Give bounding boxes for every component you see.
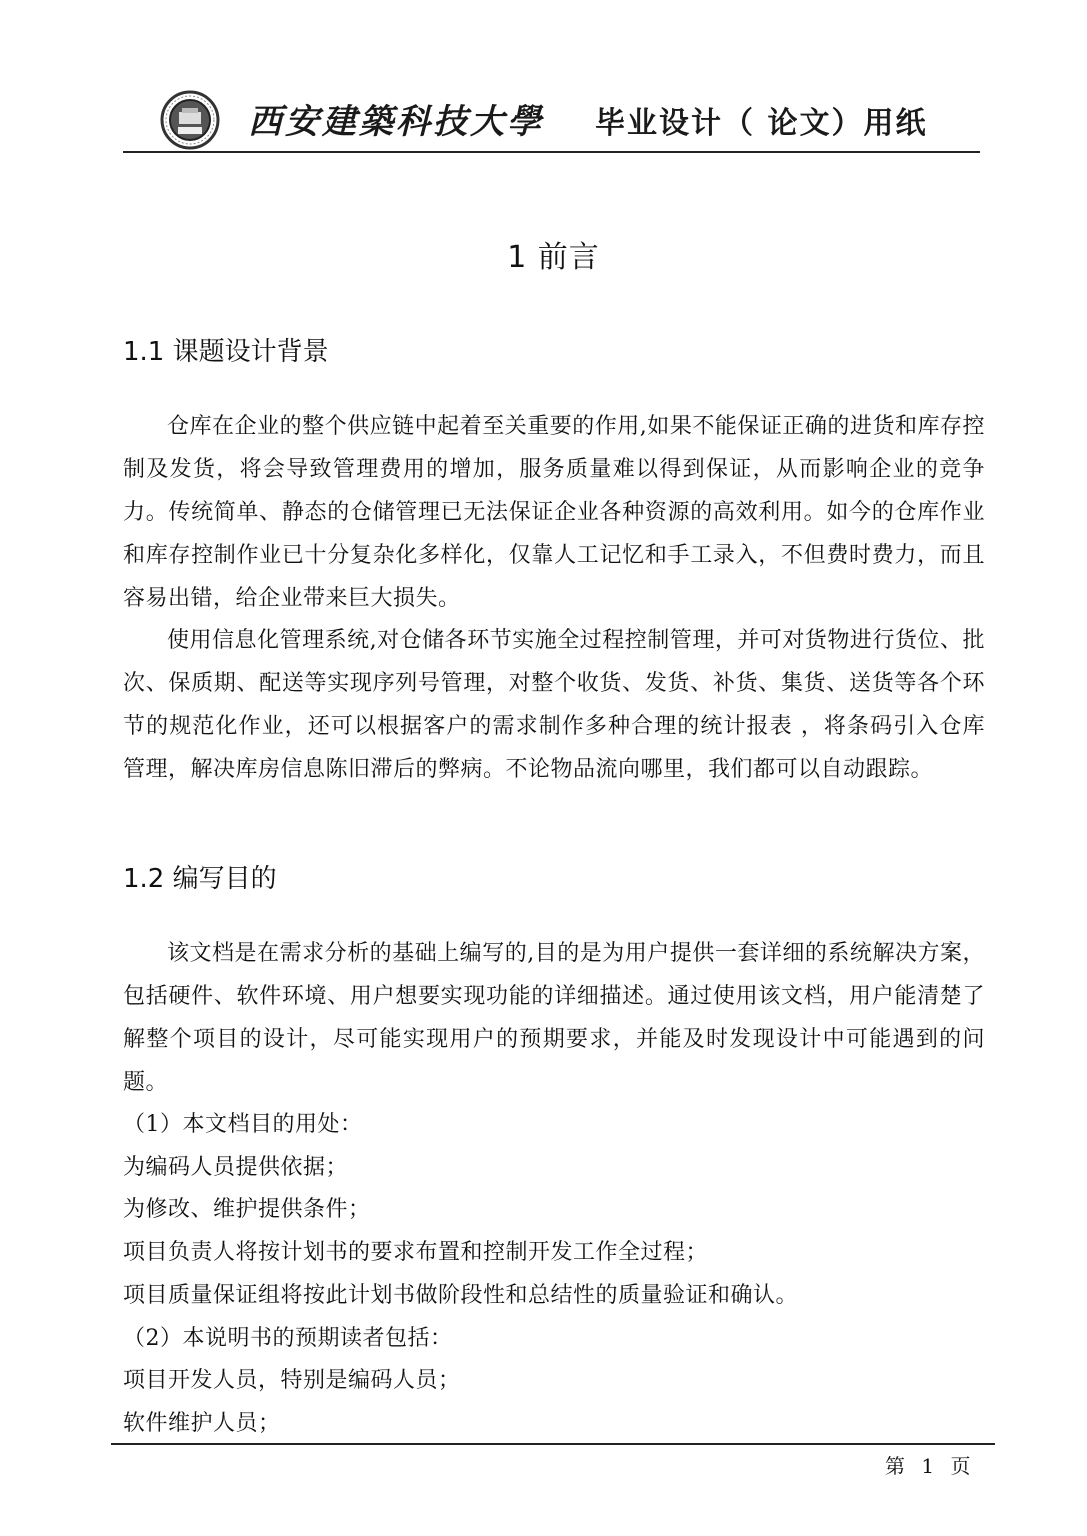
list-item: 软件维护人员；	[123, 1410, 281, 1436]
chapter-title: 1 前言	[507, 240, 600, 275]
school-name: 西安建築科技大學	[248, 102, 544, 142]
paragraph-information-system: 使用信息化管理系统,对仓储各环节实施全过程控制管理，并可对货物进行货位、批次、保质期、配送等实现序列号管理，对整个收货、发货、补货、集货、送货等各个环节的规范化作业，还可以根据客户的需求制作多种合理的统计报表 ，将条码引入仓库管理，解决库房信息陈旧滞后的弊病。不论物品流向哪里，我们都可以自动跟踪。	[123, 628, 985, 782]
list-item: 项目开发人员，特别是编码人员；	[123, 1368, 461, 1394]
list-item: 为编码人员提供依据；	[123, 1154, 349, 1180]
header-divider	[123, 151, 980, 153]
footer-divider	[111, 1443, 995, 1445]
paragraph-warehouse-role: 仓库在企业的整个供应链中起着至关重要的作用,如果不能保证正确的进货和库存控制及发货，将会导致管理费用的增加，服务质量难以得到保证，从而影响企业的竞争力。传统简单、静态的仓储管理已无法保证企业各种资源的高效利用。如今的仓库作业和库存控制作业已十分复杂化多样化，仅靠人工记忆和手工录入，不但费时费力，而且容易出错，给企业带来巨大损失。	[123, 414, 985, 611]
list-item: 项目负责人将按计划书的要求布置和控制开发工作全过程；	[123, 1240, 709, 1266]
paper-type-label: 毕业设计（ 论文）用纸	[595, 106, 928, 141]
list-item: 项目质量保证组将按此计划书做阶段性和总结性的质量验证和确认。	[123, 1282, 799, 1308]
page-number: 第 1 页	[885, 1454, 971, 1478]
list-item: （1）本文档目的用处：	[123, 1112, 363, 1137]
page-header	[160, 90, 980, 150]
section-title-purpose: 1.2 编写目的	[123, 864, 277, 894]
university-seal-icon	[160, 90, 220, 150]
paragraph-document-purpose: 该文档是在需求分析的基础上编写的,目的是为用户提供一套详细的系统解决方案，包括硬件、软件环境、用户想要实现功能的详细描述。通过使用该文档，用户能清楚了解整个项目的设计，尽可能实现用户的预期要求，并能及时发现设计中可能遇到的问题。	[123, 941, 985, 1095]
purpose-list	[123, 1104, 985, 1446]
list-item: （2）本说明书的预期读者包括：	[123, 1325, 453, 1351]
list-item: 为修改、维护提供条件；	[123, 1197, 371, 1223]
section-title-background: 1.1 课题设计背景	[123, 337, 329, 367]
